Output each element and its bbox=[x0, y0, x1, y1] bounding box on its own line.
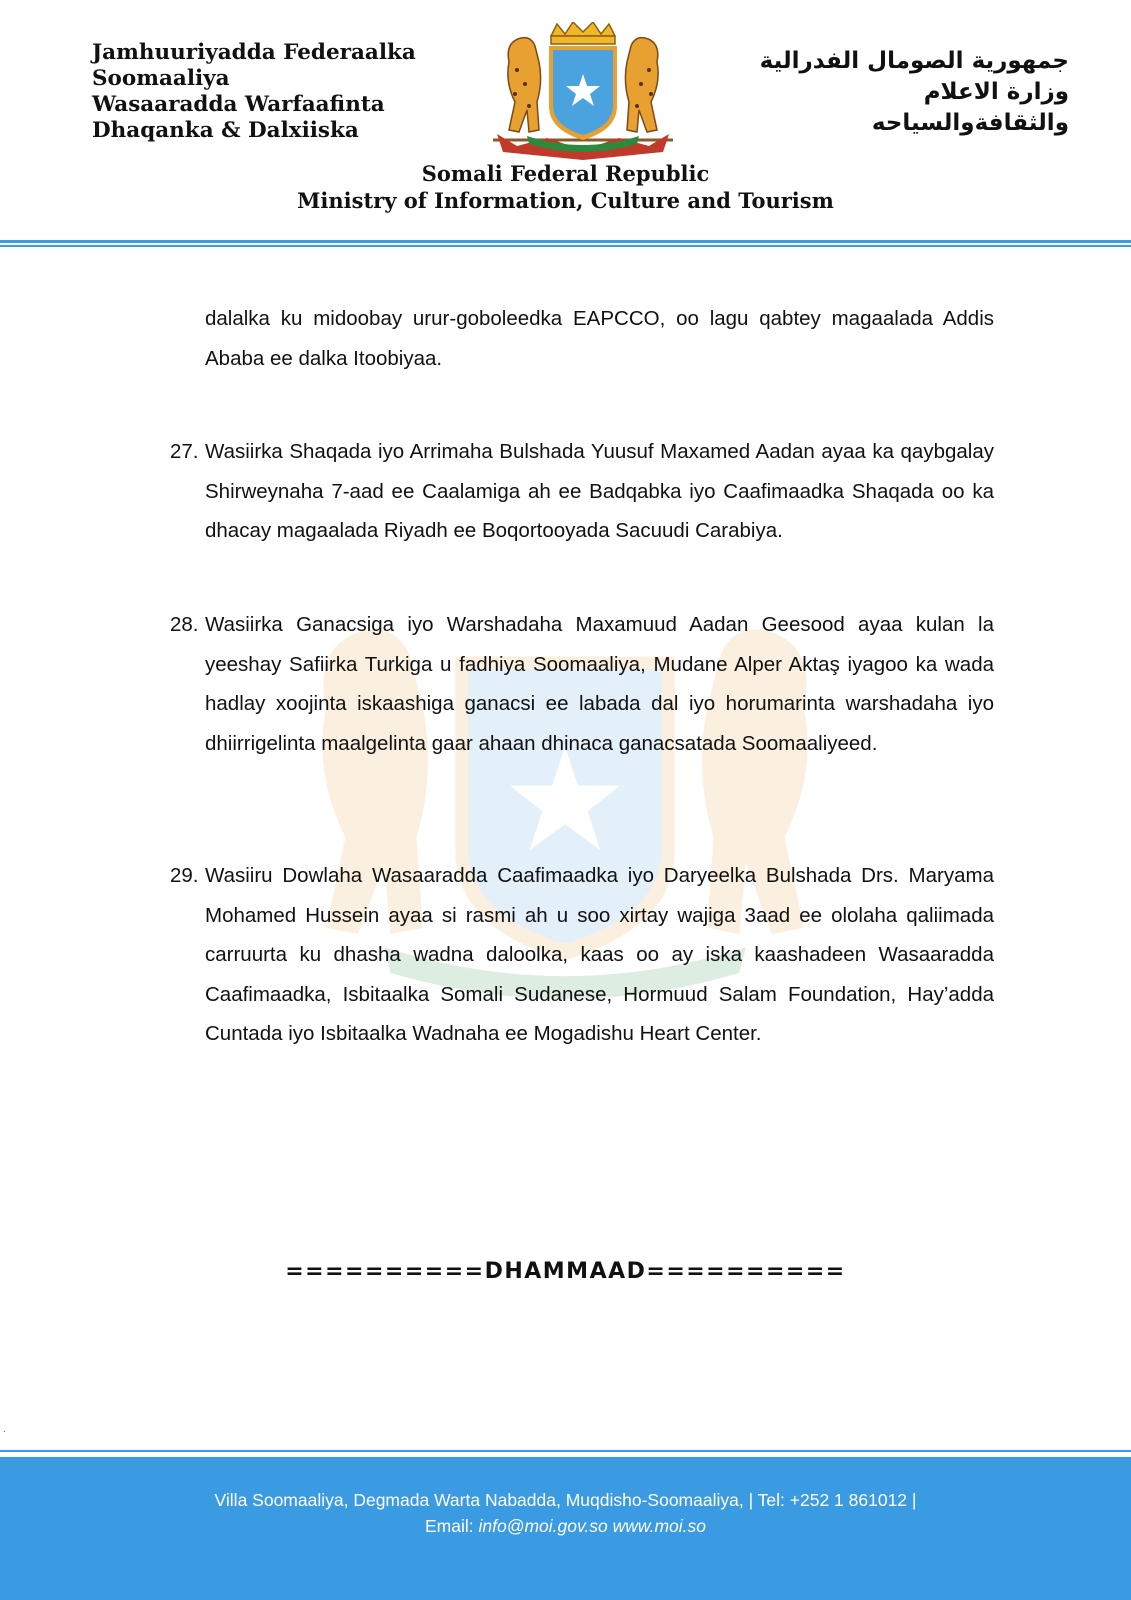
header-somali-line: Wasaaradda Warfaafinta bbox=[92, 92, 385, 117]
header-somali-line: Soomaaliya bbox=[92, 66, 230, 91]
list-item-number: 27. bbox=[170, 440, 199, 463]
footer bbox=[0, 1457, 1131, 1600]
list-item bbox=[170, 856, 994, 1054]
footer-contact bbox=[0, 1513, 1131, 1539]
stray-mark: . bbox=[3, 1424, 6, 1435]
footer-address: Villa Soomaaliya, Degmada Warta Nabadda, Muqdisho-Soomaaliya, | Tel: +252 1 861012 | bbox=[214, 1490, 917, 1510]
list-item-text: Wasiiru Dowlaha Wasaaradda Caafimaadka iyo Daryeelka Bulshada Drs. Maryama Mohamed Hussein ayaa si rasmi ah u soo xirtay wajiga 3aad ee ololaha qaliimada carruurta ku dhasha wadna daloolka, kaas oo ay iska kaashadeen Wasaaradda Caafimaadka, Isbitaalka Somali Sudanese, Hormuud Salam Foundation, Hay’adda Cuntada iyo Isbitaalka Wadnaha ee Mogadishu Heart Center. bbox=[205, 864, 994, 1045]
header-somali-line: Jamhuuriyadda Federaalka bbox=[92, 40, 416, 65]
end-marker: ==========DHAMMAAD========== bbox=[285, 1259, 846, 1284]
header-somali-line: Dhaqanka & Dalxiiska bbox=[92, 118, 359, 143]
header-divider-thin bbox=[0, 245, 1131, 247]
header-arabic-line: جمهورية الصومال الفدرالية bbox=[759, 48, 1069, 74]
list-item bbox=[170, 432, 994, 551]
list-item bbox=[170, 605, 994, 763]
header-arabic-title bbox=[760, 46, 1069, 139]
header-arabic-line: وزارة الاعلام bbox=[923, 79, 1069, 105]
list-item-number: 29. bbox=[170, 864, 199, 887]
header-divider bbox=[0, 240, 1131, 243]
list-item-text: Wasiirka Ganacsiga iyo Warshadaha Maxamuud Aadan Geesood ayaa kulan la yeeshay Safiirka Turkiga u fadhiya Soomaaliya, Mudane Alper Aktaş iyagoo ka wada hadlay xoojinta iskaashiga ganacsi ee labada dal iyo horumarinta warshadaha iyo dhiirrigelinta maalgelinta gaar ahaan dhinaca ganacsatada Soomaaliyeed. bbox=[205, 613, 994, 755]
continuation-paragraph: dalalka ku midoobay urur-goboleedka EAPCCO, oo lagu qabtey magaalada Addis Ababa ee dalka Itoobiyaa. bbox=[205, 307, 994, 370]
header-english-line: Somali Federal Republic bbox=[421, 161, 710, 186]
header-somali-title bbox=[92, 40, 416, 144]
header-arabic-line: والثقافةوالسياحه bbox=[871, 110, 1069, 136]
footer-divider-thin bbox=[0, 1450, 1131, 1452]
list-item-text: Wasiirka Shaqada iyo Arrimaha Bulshada Yuusuf Maxamed Aadan ayaa ka qaybgalay Shirweynaha 7-aad ee Caalamiga ah ee Badqabka iyo Caafimaadka Shaqada oo ka dhacay magaalada Riyadh ee Boqortooyada Sacuudi Carabiya. bbox=[205, 440, 994, 542]
header-english-line: Ministry of Information, Culture and Tourism bbox=[297, 188, 834, 213]
header-english-title bbox=[0, 160, 1131, 214]
footer-website-link[interactable]: www.moi.so bbox=[612, 1516, 707, 1536]
coat-of-arms-emblem bbox=[487, 22, 679, 162]
list-item-number: 28. bbox=[170, 613, 199, 636]
footer-email-label: Email: bbox=[424, 1516, 474, 1536]
footer-email-link[interactable]: info@moi.gov.so bbox=[478, 1516, 608, 1536]
